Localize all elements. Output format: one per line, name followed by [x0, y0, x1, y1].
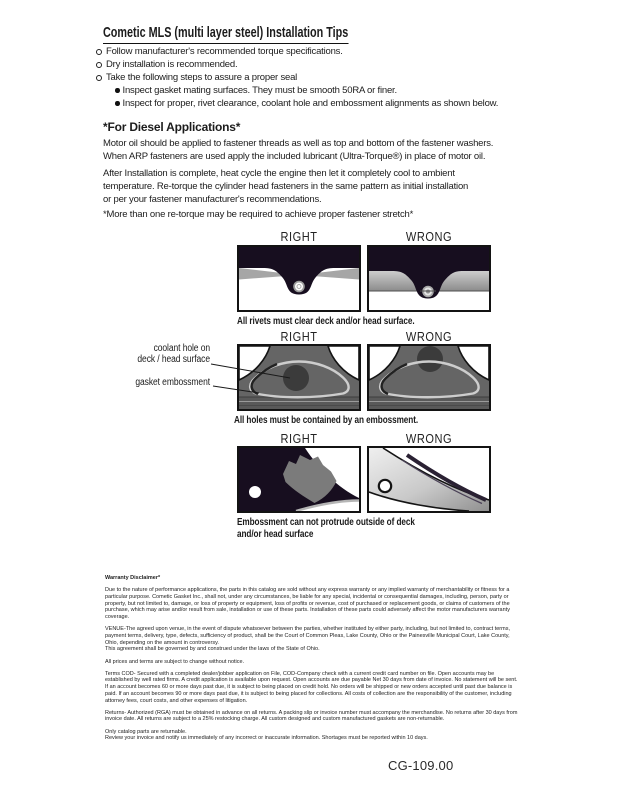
diesel-paragraph-2 — [103, 167, 468, 206]
rivet-right-label: RIGHT — [280, 229, 318, 244]
bullet-circle-icon — [96, 62, 102, 68]
legal-paragraph: VENUE-The agreed upon venue, in the event of dispute whatsoever between the parties, whether instituted by either party, including, but not limited to, contract terms, payment terms, delivery, type, defects, sufficiency of product, shall be the Court of Common Pleas, Lake County, Ohio or the Painesville Municipal Court, Lake County, Ohio, depending on the amount in controversy. — [105, 626, 510, 646]
page-title — [103, 24, 348, 44]
protrude-right-panel — [237, 446, 361, 513]
bolt-hole-glyph — [379, 480, 391, 492]
protrude-wrong-panel — [367, 446, 491, 513]
legal-paragraph: This agreement shall be governed by and construed under the laws of the State of Ohio. — [105, 646, 320, 653]
holes-right-illustration — [239, 346, 359, 409]
rivet-caption: All rivets must clear deck and/or head surface. — [237, 316, 415, 327]
holes-wrong-illustration — [369, 346, 489, 409]
holes-wrong-label: WRONG — [405, 329, 453, 344]
bullet-dot-icon — [115, 88, 120, 93]
bolt-hole-glyph — [249, 486, 261, 498]
paragraph-line: Motor oil should be applied to fastener threads as well as top and bottom of the fastener washers. — [103, 138, 494, 149]
tip-item — [96, 71, 498, 84]
bullet-circle-icon — [96, 49, 102, 55]
retorque-note: *More than one re-torque may be required to achieve proper fastener stretch* — [103, 209, 414, 220]
holes-wrong-panel — [367, 344, 491, 411]
holes-caption: All holes must be contained by an embossment. — [234, 415, 419, 426]
protrude-wrong-label: WRONG — [405, 431, 453, 446]
protrude-right-illustration — [239, 448, 359, 511]
tip-text: Follow manufacturer's recommended torque specifications. — [106, 46, 343, 57]
legal-paragraph: Review your invoice and notify us immediately of any incorrect or inaccurate information. Shortages must be reported within 10 days. — [105, 735, 428, 742]
page-code: CG-109.00 — [388, 758, 454, 773]
tip-sub-item — [115, 97, 498, 110]
protrude-wrong-illustration — [369, 448, 489, 511]
coolant-hole-label: coolant hole on deck / head surface — [137, 343, 210, 365]
tip-sub-text: Inspect for proper, rivet clearance, coolant hole and embossment alignments as shown below. — [122, 98, 499, 109]
tip-text: Dry installation is recommended. — [106, 59, 238, 70]
legal-paragraph: Due to the nature of performance applications, the parts in this catalog are sold without any express warranty or any implied warranty of merchantability or fitness for a particular purpose. Cometic Gasket Inc., shall not, under any circumstances, be liable for any special, incidental or consequential damages, including, person, party or property, but not limited to, damage, or loss of property or equipment, loss of profits or revenue, cost of purchased or replacement goods, or claims of customers of the purchase, which may arise and/or result from sale, installation or use of these parts. Installation of these parts could adversely affect the motor manufacturers warranty coverage. — [105, 587, 510, 621]
tip-text: Take the following steps to assure a proper seal — [106, 72, 298, 83]
tip-item — [96, 58, 498, 71]
gasket-embossment-label: gasket embossment — [135, 377, 210, 388]
legal-paragraph: Returns- Authorized (RGA) must be obtained in advance on all returns. A packing slip or invoice number must accompany the merchandise. No returns after 30 days from invoice date. All returns are subject to a 25% restocking charge. All custom designed and custom manufactured gaskets are non-returnable. — [105, 709, 518, 723]
holes-right-panel — [237, 344, 361, 411]
tip-sub-item — [115, 84, 498, 97]
legal-paragraph: Terms COD- Secured with a completed dealer/jobber application on File, COD-Company check with a current credit card number on file. Open accounts may be established by well rated firms. A credit application is available upon request. Open accounts are due payable Net 30 days from date of invoice. No statement will be sent. If an account becomes 60 or more days past due, it is subject to being placed on credit hold. No orders will be shipped or new orders accepted until past due balance is paid. If an account becomes 90 or more days past due, it is subject to being placed for collections. All costs of collection are the responsibility of the customer, including attorney fees, court costs, and other expenses of litigation. — [105, 670, 518, 704]
rivet-right-panel — [237, 245, 361, 312]
protrude-caption: Embossment can not protrude outside of deck and/or head surface — [237, 517, 415, 540]
coolant-hole-glyph — [417, 346, 443, 372]
diesel-heading: *For Diesel Applications* — [103, 120, 241, 134]
page-title-text: Cometic MLS (multi layer steel) Installation Tips — [103, 24, 348, 44]
installation-tips-list — [96, 45, 498, 110]
rivet-wrong-label: WRONG — [405, 229, 453, 244]
paragraph-line: or per your fastener manufacturer's recommendations. — [103, 194, 322, 205]
rivet-wrong-illustration — [369, 247, 489, 310]
legal-heading: Warranty Disclaimer* — [105, 575, 161, 581]
legal-paragraph: All prices and terms are subject to change without notice. — [105, 658, 245, 665]
tip-sub-text: Inspect gasket mating surfaces. They must be smooth 50RA or finer. — [122, 85, 397, 96]
diesel-paragraph-1 — [103, 137, 493, 163]
legal-paragraph: Only catalog parts are returnable. — [105, 728, 187, 735]
rivet-wrong-panel — [367, 245, 491, 312]
protrude-right-label: RIGHT — [280, 431, 318, 446]
paragraph-line: After Installation is complete, heat cycle the engine then let it completely cool to ambient — [103, 168, 455, 179]
bullet-circle-icon — [96, 75, 102, 81]
warranty-disclaimer — [105, 575, 519, 748]
coolant-hole-glyph — [283, 365, 309, 391]
tip-item — [96, 45, 498, 58]
rivet-right-illustration — [239, 247, 359, 310]
paragraph-line: temperature. Re-torque the cylinder head fasteners in the same pattern as initial installation — [103, 181, 469, 192]
paragraph-line: When ARP fasteners are used apply the included lubricant (Ultra-Torque®) in place of motor oil. — [103, 151, 486, 162]
holes-right-label: RIGHT — [280, 329, 318, 344]
bullet-dot-icon — [115, 101, 120, 106]
